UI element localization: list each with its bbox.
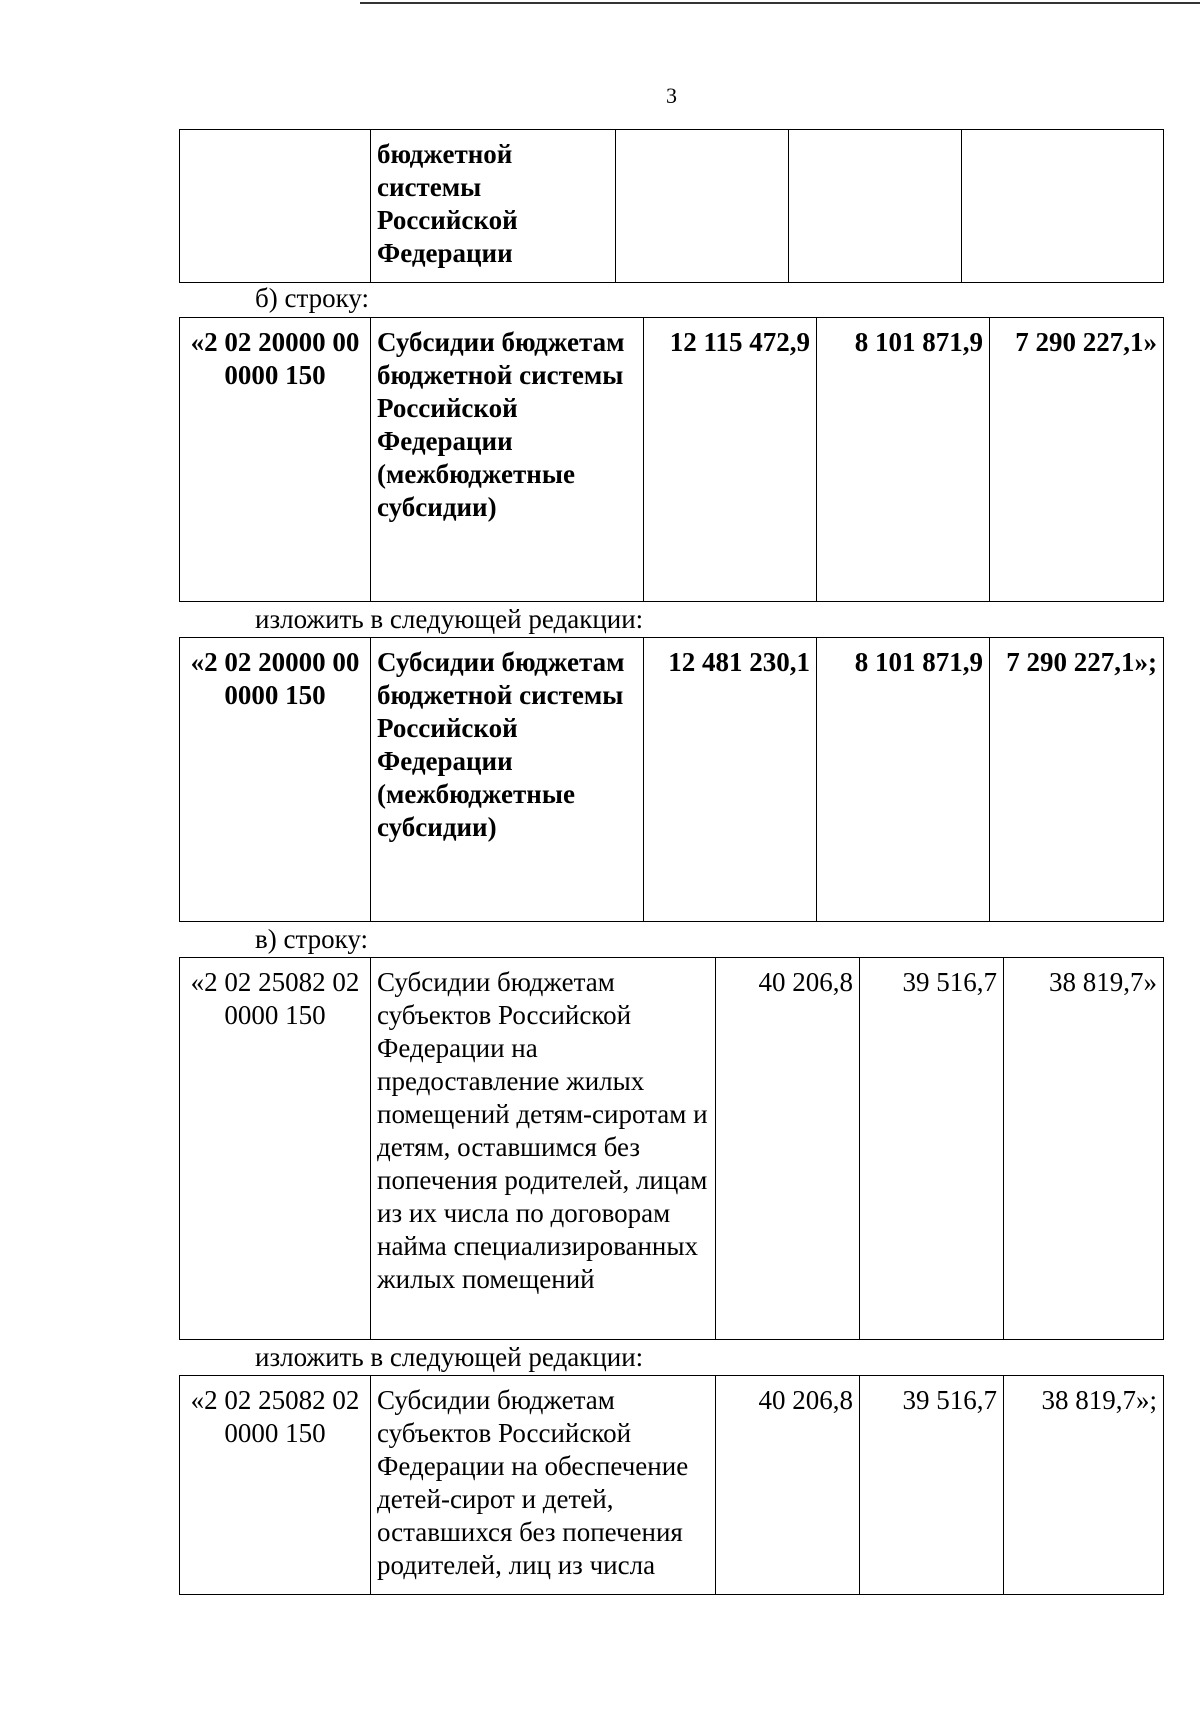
row-value-3 xyxy=(962,130,1164,283)
label-v-stroku: в) строку: xyxy=(255,924,368,954)
page-number: 3 xyxy=(666,83,677,108)
row-code: «2 02 20000 00 0000 150 xyxy=(180,638,371,922)
table-redakcii-b xyxy=(179,637,1164,922)
table-row xyxy=(180,1376,1164,1595)
table-row xyxy=(180,318,1164,602)
row-value-1: 40 206,8 xyxy=(716,958,860,1340)
row-code: «2 02 20000 00 0000 150 xyxy=(180,318,371,602)
row-value-2: 8 101 871,9 xyxy=(817,318,990,602)
row-value-1: 12 115 472,9 xyxy=(644,318,817,602)
row-value-3: 7 290 227,1» xyxy=(990,318,1164,602)
row-description: бюджетной системы Российской Федерации xyxy=(371,130,616,283)
table-stroku-b xyxy=(179,317,1164,602)
row-value-3: 7 290 227,1»; xyxy=(990,638,1164,922)
label-b-stroku: б) строку: xyxy=(255,283,369,313)
row-value-1: 40 206,8 xyxy=(716,1376,860,1595)
row-code: «2 02 25082 02 0000 150 xyxy=(180,958,371,1340)
table-continuation xyxy=(179,129,1164,283)
table-row xyxy=(180,638,1164,922)
row-value-2 xyxy=(789,130,962,283)
row-value-2: 39 516,7 xyxy=(860,1376,1004,1595)
row-value-1 xyxy=(616,130,789,283)
row-value-2: 39 516,7 xyxy=(860,958,1004,1340)
row-value-2: 8 101 871,9 xyxy=(817,638,990,922)
row-description: Субсидии бюджетам субъектов Российской Федерации на обеспечение детей-сирот и детей, оставшихся без попечения родителей, лиц из числа xyxy=(371,1376,716,1595)
row-value-3: 38 819,7» xyxy=(1004,958,1164,1340)
row-description: Субсидии бюджетам бюджетной системы Российской Федерации (межбюджетные субсидии) xyxy=(371,638,644,922)
row-code xyxy=(180,130,371,283)
table-row xyxy=(180,958,1164,1340)
table-stroku-v xyxy=(179,957,1164,1340)
label-izlozhit-2: изложить в следующей редакции: xyxy=(255,1342,644,1372)
label-izlozhit-1: изложить в следующей редакции: xyxy=(255,604,644,634)
table-redakcii-v xyxy=(179,1375,1164,1595)
row-description: Субсидии бюджетам субъектов Российской Федерации на предоставление жилых помещений детям-сиротам и детям, оставшимся без попечения родителей, лицам из их числа по договорам найма специализированных жилых помещений xyxy=(371,958,716,1340)
row-description: Субсидии бюджетам бюджетной системы Российской Федерации (межбюджетные субсидии) xyxy=(371,318,644,602)
row-value-1: 12 481 230,1 xyxy=(644,638,817,922)
top-border-line xyxy=(360,2,1200,4)
table-row xyxy=(180,130,1164,283)
row-value-3: 38 819,7»; xyxy=(1004,1376,1164,1595)
row-code: «2 02 25082 02 0000 150 xyxy=(180,1376,371,1595)
